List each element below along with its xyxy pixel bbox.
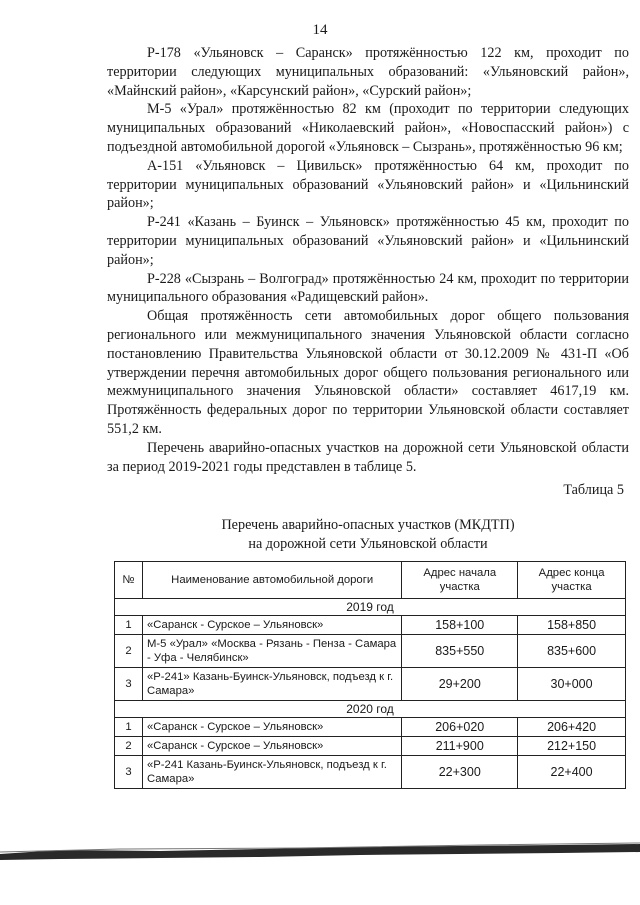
cell-num: 2: [115, 737, 143, 756]
cell-num: 2: [115, 635, 143, 668]
year-label: 2020 год: [115, 701, 626, 718]
cell-end: 22+400: [518, 756, 626, 789]
table-caption-line2: на дорожной сети Ульяновской области: [248, 535, 488, 552]
body-text: [107, 44, 629, 476]
header-road: Наименование автомобильной дороги: [142, 562, 401, 599]
table-caption-line1: Перечень аварийно-опасных участков (МКДТП): [221, 517, 515, 533]
cell-road: «Саранск - Сурское – Ульяновск»: [142, 616, 401, 635]
year-label: 2019 год: [115, 599, 626, 616]
table-row: [115, 756, 626, 789]
cell-end: 212+150: [518, 737, 626, 756]
cell-start: 206+020: [402, 718, 518, 737]
year-row-2019: [115, 599, 626, 616]
table-row: [115, 616, 626, 635]
table-caption: [107, 516, 629, 553]
cell-end: 30+000: [518, 668, 626, 701]
incidents-table: [114, 561, 626, 789]
table-row: [115, 668, 626, 701]
table-row: [115, 718, 626, 737]
scan-edge-artifact: [0, 840, 640, 864]
cell-end: 206+420: [518, 718, 626, 737]
cell-start: 22+300: [402, 756, 518, 789]
cell-road: «Р-241» Казань-Буинск-Ульяновск, подъезд к г. Самара»: [142, 668, 401, 701]
cell-start: 835+550: [402, 635, 518, 668]
cell-end: 158+850: [518, 616, 626, 635]
table-row: [115, 737, 626, 756]
cell-start: 158+100: [402, 616, 518, 635]
cell-road: М-5 «Урал» «Москва - Рязань - Пенза - Самара - Уфа - Челябинск»: [142, 635, 401, 668]
header-num: №: [115, 562, 143, 599]
table-label: Таблица 5: [563, 482, 624, 498]
page-number: 14: [312, 22, 328, 38]
cell-num: 1: [115, 718, 143, 737]
cell-num: 1: [115, 616, 143, 635]
cell-road: «Саранск - Сурское – Ульяновск»: [142, 737, 401, 756]
paragraph-r241: Р-241 «Казань – Буинск – Ульяновск» протяжённостью 45 км, проходит по территории муниципальных образований «Ульяновский район» и «Цильнинский район»;: [107, 214, 629, 268]
table-row: [115, 635, 626, 668]
header-end: Адрес конца участка: [518, 562, 626, 599]
cell-end: 835+600: [518, 635, 626, 668]
paragraph-table-intro: Перечень аварийно-опасных участков на дорожной сети Ульяновской области за период 2019-2021 годы представлен в таблице 5.: [107, 439, 629, 475]
paragraph-r178: Р-178 «Ульяновск – Саранск» протяжённостью 122 км, проходит по территории следующих муниципальных образований: «Ульяновский район», «Майнский район», «Карсунский район», «Сурский район»;: [107, 45, 629, 99]
cell-num: 3: [115, 668, 143, 701]
cell-road: «Р-241 Казань-Буинск-Ульяновск, подъезд к г. Самара»: [142, 756, 401, 789]
cell-start: 29+200: [402, 668, 518, 701]
header-start: Адрес начала участка: [402, 562, 518, 599]
paragraph-a151: А-151 «Ульяновск – Цивильск» протяжённостью 64 км, проходит по территории муниципальных образований «Ульяновский район» и «Цильнинский район»;: [107, 157, 629, 212]
cell-start: 211+900: [402, 737, 518, 756]
paragraph-r228: Р-228 «Сызрань – Волгоград» протяжённостью 24 км, проходит по территории муниципального образования «Радищевский район».: [107, 270, 629, 306]
year-row-2020: [115, 701, 626, 718]
paragraph-total-length: Общая протяжённость сети автомобильных дорог общего пользования регионального или межмуниципального значения Ульяновской области согласно постановлению Правительства Ульяновской области от 30.12.2009 № 431-П «Об утверждении перечня автомобильных дорог общего пользования регионального или межмуниципального значения Ульяновской области» составляет 4617,19 км. Протяжённость федеральных дорог по территории Ульяновской области составляет 551,2 км.: [107, 308, 629, 437]
cell-num: 3: [115, 756, 143, 789]
cell-road: «Саранск - Сурское – Ульяновск»: [142, 718, 401, 737]
paragraph-m5: М-5 «Урал» протяжённостью 82 км (проходит по территории следующих муниципальных образований «Николаевский район», «Новоспасский район») с подъездной автомобильной дорогой «Ульяновск – Сызрань», протяжённостью 96 км;: [107, 101, 629, 155]
table-header-row: [115, 562, 626, 599]
